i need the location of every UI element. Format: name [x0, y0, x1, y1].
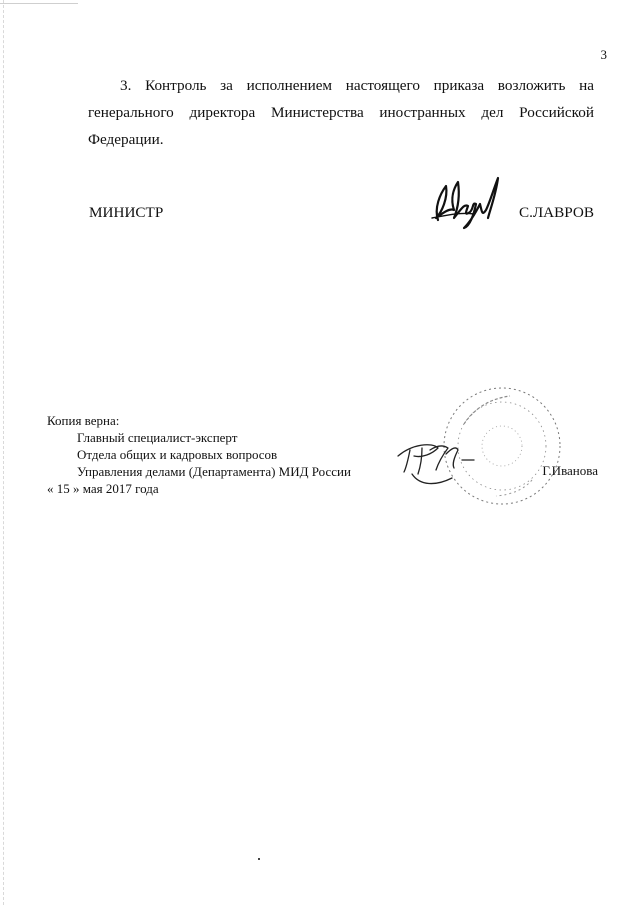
copy-signature — [392, 434, 492, 492]
minister-signature — [424, 168, 506, 234]
minister-name: С.ЛАВРОВ — [518, 204, 594, 221]
copy-certification — [47, 412, 351, 497]
scan-edge-left — [3, 0, 4, 905]
order-paragraph: 3. Контроль за исполнением настоящего приказа возложить на генерального директора Министерства иностранных дел Российской Федерации. — [88, 77, 594, 148]
page-number: 3 — [600, 47, 607, 62]
copy-date: « 15 » мая 2017 года — [47, 481, 159, 496]
copy-signer-name: Г.Иванова — [542, 463, 598, 478]
copy-line-position: Главный специалист-эксперт — [77, 430, 238, 445]
copy-line-directorate: Управления делами (Департамента) МИД России — [77, 464, 351, 479]
scan-edge-top — [0, 3, 78, 4]
scan-speck — [258, 858, 260, 860]
copy-line-department: Отдела общих и кадровых вопросов — [77, 447, 278, 462]
minister-title: МИНИСТР — [89, 204, 164, 221]
copy-header: Копия верна: — [47, 413, 120, 428]
